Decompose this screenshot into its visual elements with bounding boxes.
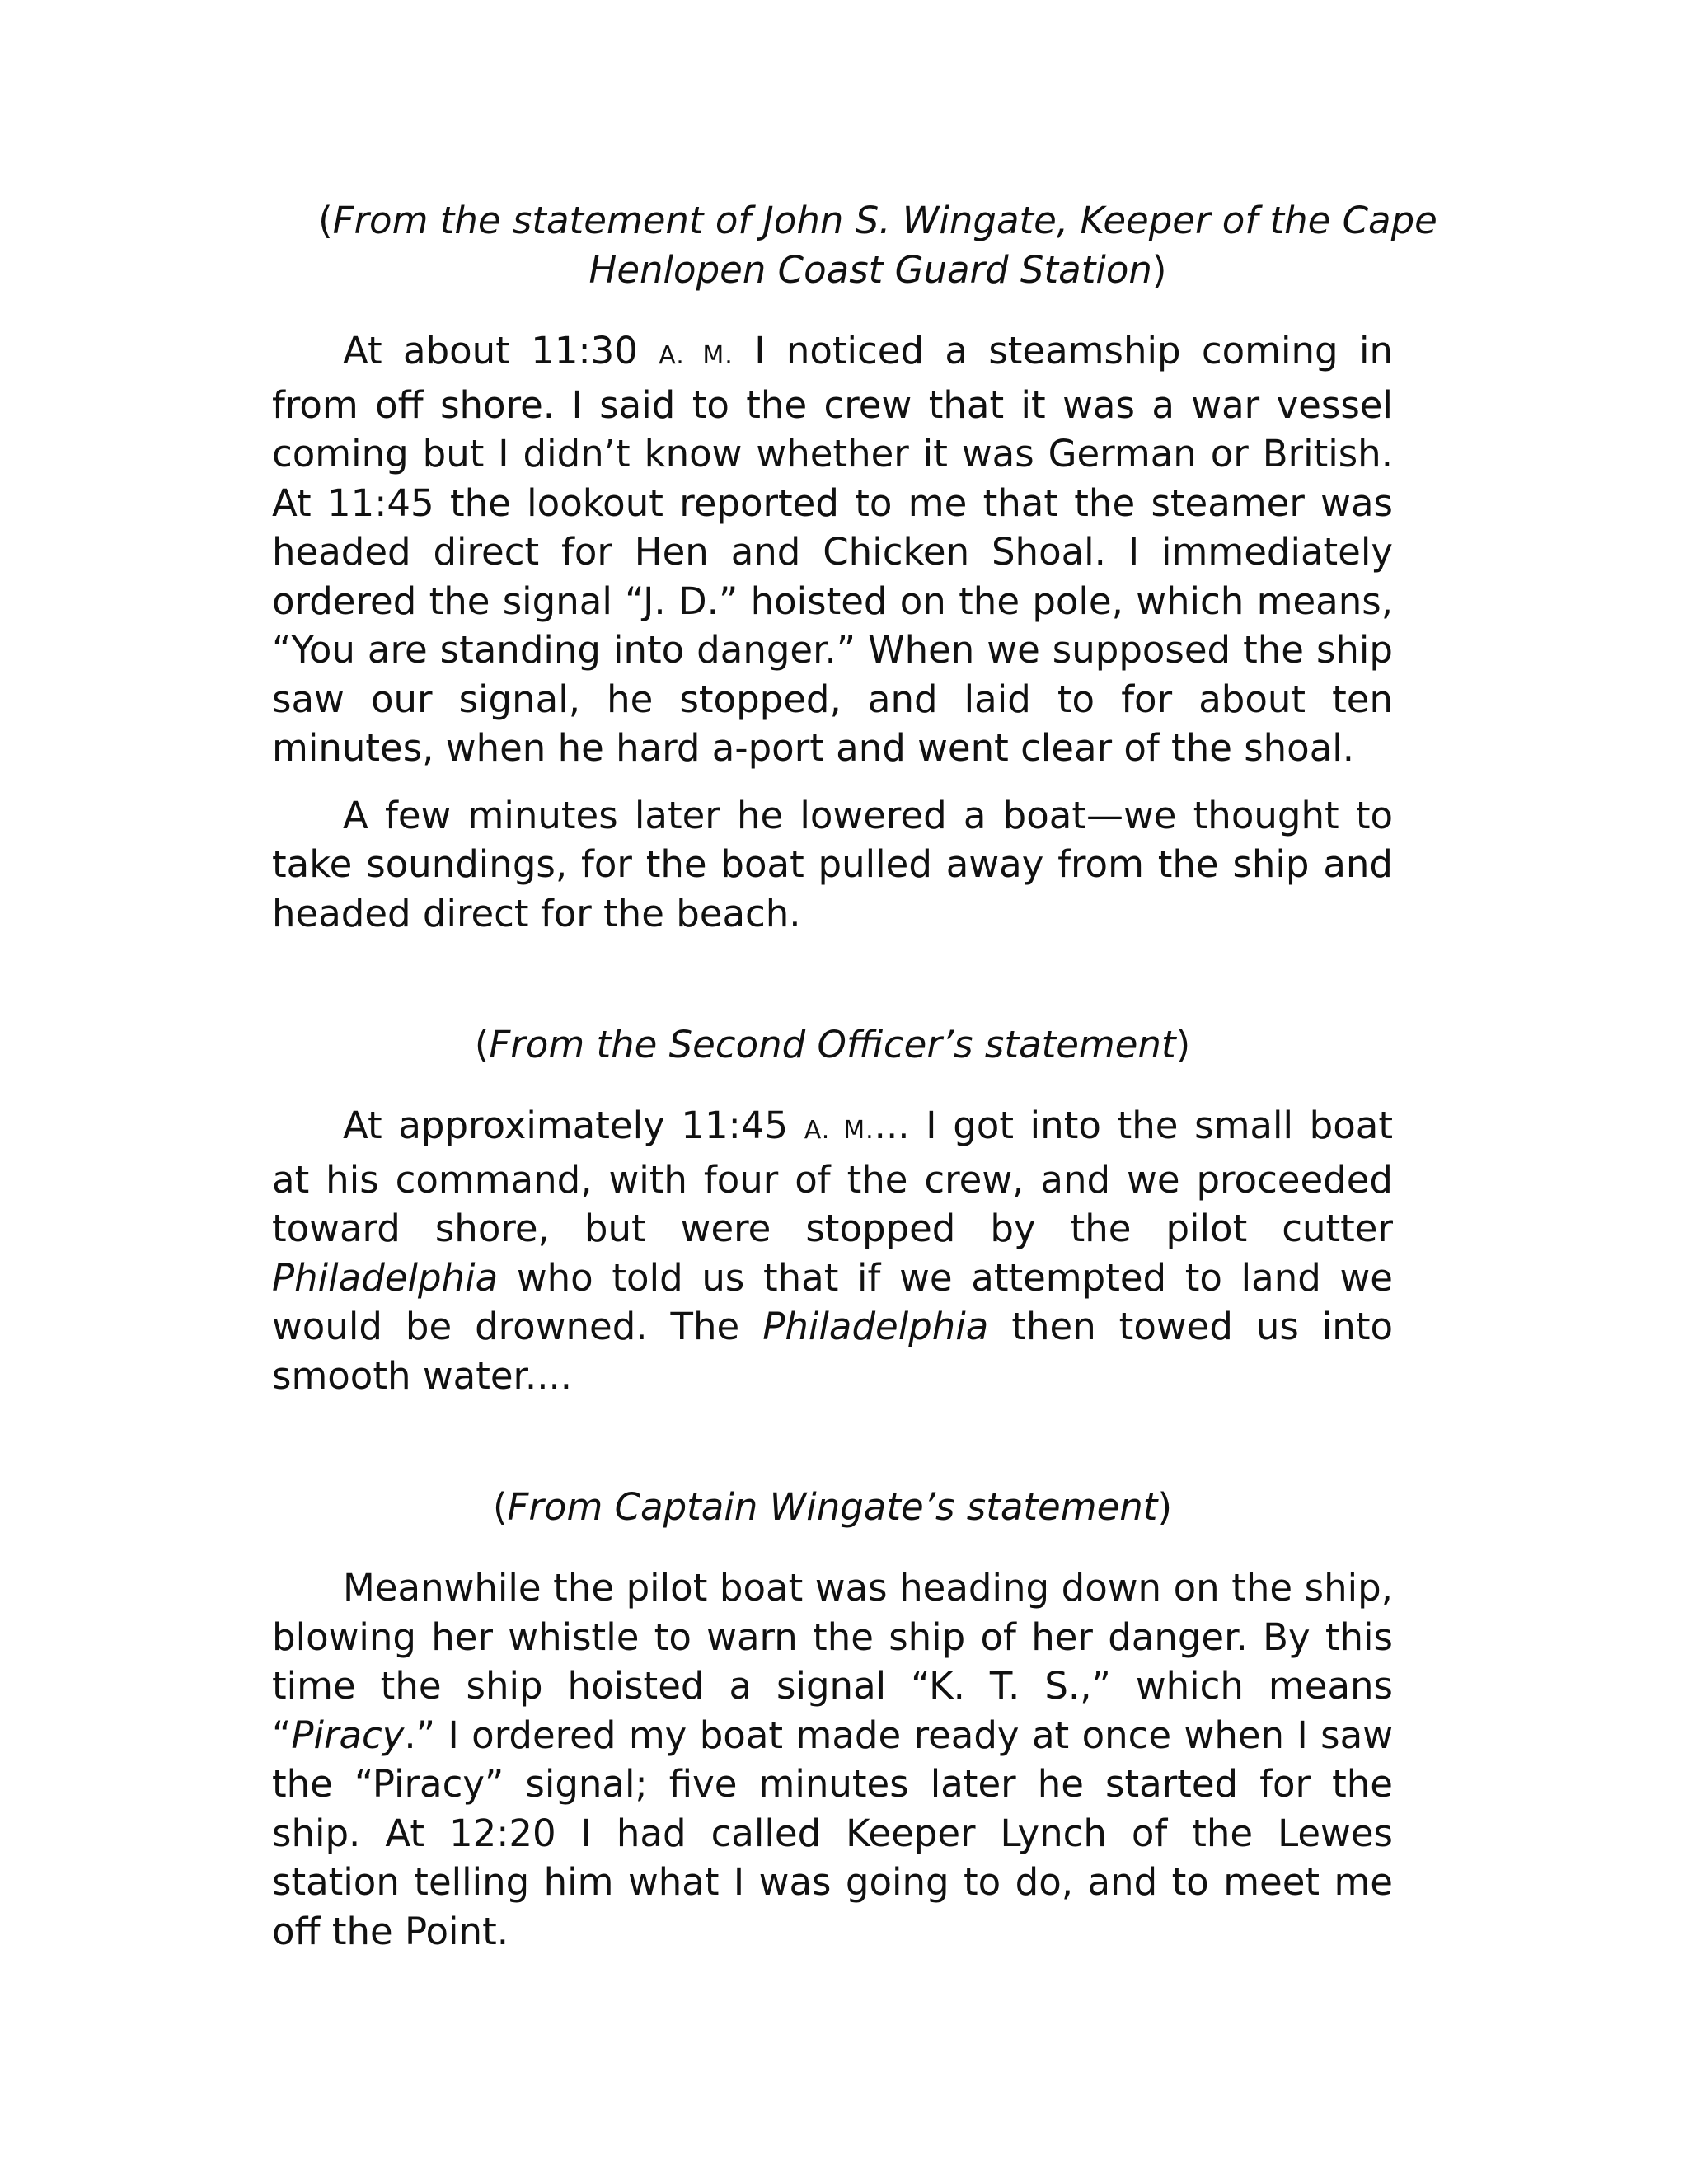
paragraph-text: .” I ordered my boat made ready at once when I saw the “Piracy” signal; five minutes later he started for the ship. At 12:20 I had called Keeper Lynch of the Lewes station telling him what I was going to do, and to meet me off the Point.: [272, 1713, 1393, 1953]
heading-close-paren: ): [1151, 248, 1167, 292]
paragraph-text: A few minutes later he lowered a boat—we thought to take soundings, for the boat pulled away from the ship and headed direct for the beach.: [272, 793, 1393, 935]
section-heading-second-officer: [272, 1020, 1393, 1070]
heading-italic-text: From Captain Wingate’s statement: [507, 1485, 1158, 1529]
paragraph-text: At approximately 11:45: [343, 1104, 804, 1147]
ship-name: Philadelphia: [272, 1255, 499, 1300]
section-heading-wingate-keeper: [288, 196, 1467, 295]
heading-italic-text: From the Second Officer’s statement: [489, 1023, 1176, 1066]
paragraph-text: I noticed a steamship coming in from off shore. I said to the crew that it was a war vessel coming but I didn’t know whether it was German or British. At 11:45 the lookout reported to me that the steamer was headed direct for Hen and Chicken Shoal. I immediately ordered the signal “J. D.” hoisted on the pole, which means, “You are standing into danger.” When we supposed the ship saw our signal, he stopped, and laid to for about ten minutes, when he hard a-port and went clear of the shoal.: [272, 329, 1393, 770]
heading-open-paren: (: [492, 1485, 508, 1529]
spacer: [272, 773, 1393, 791]
paragraph-small-boat: [272, 1101, 1393, 1400]
heading-close-paren: ): [1175, 1023, 1191, 1066]
heading-italic-text: From the statement of John S. Wingate, Keeper of the Cape Henlopen Coast Guard Station: [332, 199, 1437, 292]
paragraph-boat-lowered: [272, 791, 1393, 939]
time-marker: A. M.: [659, 341, 734, 370]
paragraph-text: then towed us into smooth water....: [272, 1305, 1393, 1398]
paragraph-text: ... I got into the small boat at his command, with four of the crew, and we proceeded toward shore, but were stopped by the pilot cutter: [272, 1104, 1393, 1250]
spacer: [272, 295, 1393, 326]
document-page: [272, 196, 1437, 1956]
paragraph-piracy-signal: [272, 1563, 1393, 1956]
time-marker: A. M.: [804, 1116, 874, 1145]
paragraph-steamship-arrival: [272, 326, 1393, 773]
heading-close-paren: ): [1157, 1485, 1172, 1529]
paragraph-text: At about 11:30: [343, 329, 659, 373]
paragraph-text: who told us that if we attempted to land we would be drowned. The: [272, 1255, 1393, 1348]
heading-open-paren: (: [474, 1023, 490, 1066]
ship-name: Philadelphia: [762, 1305, 989, 1348]
spacer: [272, 1532, 1393, 1563]
italic-word: Piracy: [291, 1713, 405, 1757]
section-heading-captain-wingate: [272, 1483, 1393, 1532]
heading-open-paren: (: [318, 199, 333, 242]
paragraph-text: Meanwhile the pilot boat was heading down on the ship, blowing her whistle to warn the ship of her danger. By this time the ship hoisted a signal “K. T. S.,” which means “: [272, 1566, 1393, 1757]
spacer: [272, 1070, 1393, 1101]
section-spacer: [272, 938, 1393, 1020]
section-spacer: [272, 1400, 1393, 1483]
